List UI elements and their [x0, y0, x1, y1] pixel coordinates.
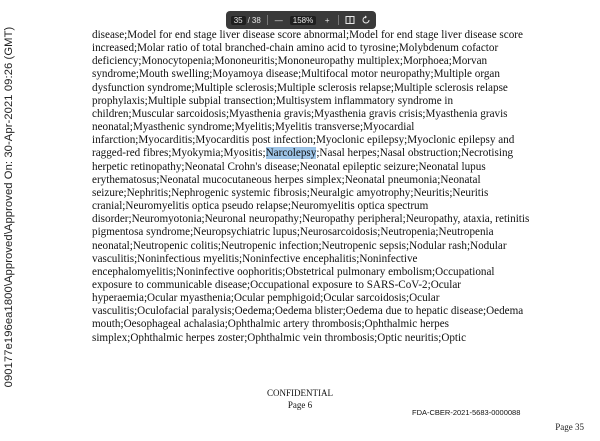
inner-page-label: Page 6 — [287, 400, 313, 410]
page-indicator — [231, 16, 261, 25]
body-text-after: ;Nasal herpes;Nasal obstruction;Necrotising herpetic retinopathy;Neonatal Crohn's disease;Neonatal epileptic seizure;Neonatal lupus erythematosus;Neonatal mucocutaneous herpes simplex;Neonatal pneumonia;Neonatal seizure;Nephritis;Nephrogenic systemic fibrosis;Neuralgic amyotrophy;Neuritis;Neuritis cranial;Neuromyelitis optica pseudo relapse;Neuromyelitis optica spectrum disorder;Neuromyotonia;Neuronal neuropathy;Neuropathy peripheral;Neuropathy, ataxia, retinitis pigmentosa syndrome;Neuropsychiatric lupus;Neurosarcoidosis;Neutropenia;Neutropenia neonatal;Neutropenic colitis;Neutropenic infection;Neutropenic sepsis;Nodular rash;Nodular vasculitis;Noninfectious myelitis;Noninfective encephalitis;Noninfective encephalomyelitis;Noninfective oophoritis;Obstetrical pulmonary embolism;Occupational exposure to communicable disease;Occupational exposure to SARS-CoV-2;Ocular hyperaemia;Ocular myasthenia;Ocular pemphigoid;Ocular sarcoidosis;Ocular vasculitis;Oculofacial paralysis;Oedema;Oedema blister;Oedema due to hepatic disease;Oedema mouth;Oesophageal achalasia;Ophthalmic artery thrombosis;Ophthalmic herpes simplex;Ophthalmic herpes zoster;Ophthalmic vein thrombosis;Optic neuritis;Optic — [92, 147, 530, 344]
pdf-viewer-toolbar — [226, 11, 376, 29]
outer-page-label: Page 35 — [555, 422, 584, 432]
total-pages: 38 — [251, 15, 261, 25]
approval-side-stamp — [2, 22, 16, 392]
body-text-before: disease;Model for end stage liver disease score abnormal;Model for end stage liver disease score increased;Molar ratio of total branched-chain amino acid to tyrosine;Molybdenum cofactor deficiency;Monocytopenia;Mononeuritis;Mononeuropathy multiplex;Morphoea;Morvan syndrome;Mouth swelling;Moyamoya disease;Multifocal motor neuropathy;Multiple organ dysfunction syndrome;Multiple sclerosis;Multiple sclerosis relapse;Multiple sclerosis relapse prophylaxis;Multiple subpial transection;Multisystem inflammatory syndrome in children;Muscular sarcoidosis;Myasthenia gravis;Myasthenia gravis crisis;Myasthenia gravis neonatal;Myasthenic syndrome;Myelitis;Myelitis transverse;Myocardial infarction;Myocarditis;Myocarditis post infection;Myoclonic epilepsy;Myoclonic epilepsy and ragged-red fibres;Myokymia;Myositis; — [92, 29, 523, 160]
search-highlight[interactable]: Narcolepsy — [265, 147, 317, 160]
zoom-in-button[interactable]: + — [324, 15, 330, 25]
fit-page-icon[interactable] — [345, 13, 355, 27]
zoom-out-button[interactable]: — — [274, 15, 283, 25]
toolbar-divider — [267, 15, 268, 25]
page-separator: / — [247, 15, 250, 25]
current-page-input[interactable]: 35 — [231, 16, 246, 25]
zoom-level[interactable]: 158% — [290, 16, 316, 25]
document-body — [92, 29, 530, 345]
confidential-label: CONFIDENTIAL — [267, 388, 333, 398]
document-id: FDA-CBER-2021-5683-0000088 — [412, 408, 521, 417]
toolbar-divider — [338, 15, 339, 25]
rotate-icon[interactable] — [361, 13, 371, 27]
approval-stamp-text: 090177e196ea1800\Approved\Approved On: 30-Apr-2021 09:26 (GMT) — [3, 26, 15, 388]
